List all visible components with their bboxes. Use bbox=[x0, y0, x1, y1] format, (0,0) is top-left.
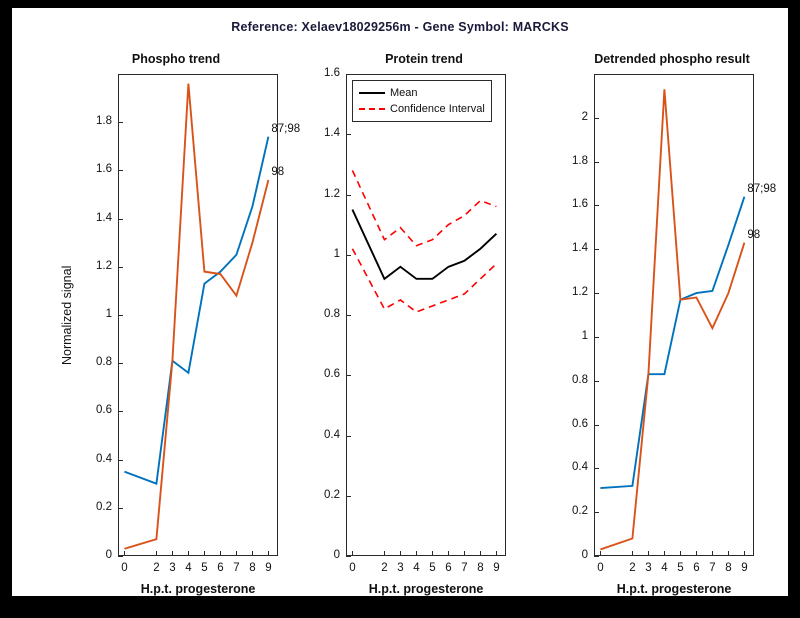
x-tick-label: 8 bbox=[725, 562, 732, 574]
y-tick-label: 0.2 bbox=[324, 488, 340, 501]
series-end-label: 87;98 bbox=[271, 122, 301, 135]
y-tick-label: 1.6 bbox=[324, 67, 340, 79]
chart-panel-detrended-phospho-result bbox=[548, 52, 796, 596]
legend[interactable] bbox=[352, 80, 492, 122]
x-axis-label: H.p.t. progesterone bbox=[616, 582, 732, 596]
x-tick-label: 7 bbox=[709, 562, 716, 574]
y-tick-label: 0.6 bbox=[96, 404, 112, 417]
legend-item[interactable] bbox=[359, 101, 485, 117]
x-tick-label: 5 bbox=[201, 562, 208, 574]
x-tick-label: 5 bbox=[677, 562, 684, 574]
y-tick-mark bbox=[346, 556, 351, 557]
y-tick-label: 0.4 bbox=[572, 461, 588, 474]
y-tick-label: 0.8 bbox=[324, 308, 340, 320]
x-tick-label: 7 bbox=[461, 562, 468, 574]
y-tick-label: 0.6 bbox=[324, 368, 340, 381]
x-tick-label: 0 bbox=[597, 562, 604, 574]
x-axis-label: H.p.t. progesterone bbox=[368, 582, 484, 596]
x-tick-label: 6 bbox=[445, 562, 452, 574]
x-tick-label: 4 bbox=[661, 562, 668, 574]
y-tick-mark bbox=[118, 556, 123, 557]
y-tick-label: 1 bbox=[581, 329, 588, 342]
x-tick-label: 9 bbox=[741, 562, 748, 574]
y-tick-label: 1.8 bbox=[572, 154, 588, 167]
y-tick-label: 1.2 bbox=[572, 286, 588, 299]
figure-canvas bbox=[12, 8, 788, 596]
x-tick-label: 3 bbox=[169, 562, 176, 574]
y-tick-label: 0 bbox=[333, 549, 340, 561]
legend-label: Confidence Interval bbox=[390, 103, 485, 115]
y-tick-label: 1.6 bbox=[96, 163, 112, 176]
panel-title: Protein trend bbox=[385, 52, 463, 66]
x-tick-label: 9 bbox=[265, 562, 272, 574]
x-tick-label: 2 bbox=[629, 562, 636, 574]
legend-label: Mean bbox=[390, 87, 418, 99]
data-series-line bbox=[352, 170, 496, 245]
legend-item[interactable] bbox=[359, 85, 485, 101]
x-tick-label: 6 bbox=[693, 562, 700, 574]
y-tick-label: 1.4 bbox=[96, 211, 112, 224]
y-tick-label: 1.8 bbox=[96, 115, 112, 128]
series-end-label: 98 bbox=[747, 228, 761, 241]
data-series-line bbox=[600, 197, 744, 488]
legend-swatch bbox=[359, 108, 385, 110]
series-end-label: 98 bbox=[271, 166, 285, 179]
x-tick-label: 2 bbox=[153, 562, 160, 574]
chart-panel-protein-trend bbox=[300, 52, 548, 596]
x-tick-label: 3 bbox=[645, 562, 652, 574]
y-tick-mark bbox=[594, 556, 599, 557]
chart-panel-phospho-trend bbox=[52, 52, 301, 596]
y-tick-label: 0.4 bbox=[324, 428, 340, 441]
x-tick-label: 7 bbox=[233, 562, 240, 574]
y-tick-label: 1.2 bbox=[324, 187, 340, 200]
y-tick-label: 1.4 bbox=[572, 242, 588, 255]
y-tick-label: 2 bbox=[581, 110, 588, 123]
x-tick-label: 3 bbox=[397, 562, 404, 574]
y-tick-label: 0 bbox=[581, 549, 588, 561]
x-axis-label: H.p.t. progesterone bbox=[140, 582, 256, 596]
data-series-line bbox=[352, 210, 496, 279]
x-tick-label: 5 bbox=[429, 562, 436, 574]
data-series-line bbox=[600, 89, 744, 549]
x-tick-label: 4 bbox=[413, 562, 420, 574]
x-tick-label: 4 bbox=[185, 562, 192, 574]
y-tick-label: 0.2 bbox=[96, 500, 112, 513]
series-end-label: 87;98 bbox=[747, 182, 777, 195]
y-tick-label: 0.4 bbox=[96, 452, 112, 465]
y-tick-label: 0.8 bbox=[572, 373, 588, 386]
x-tick-label: 9 bbox=[493, 562, 500, 574]
y-tick-label: 1.4 bbox=[324, 127, 340, 140]
series-layer bbox=[346, 74, 506, 556]
series-layer bbox=[118, 74, 278, 556]
x-tick-label: 8 bbox=[477, 562, 484, 574]
y-tick-label: 1.6 bbox=[572, 198, 588, 211]
y-tick-label: 0.6 bbox=[572, 417, 588, 430]
x-tick-label: 2 bbox=[381, 562, 388, 574]
x-tick-label: 0 bbox=[121, 562, 128, 574]
panel-title: Detrended phospho result bbox=[594, 52, 750, 66]
y-tick-label: 0.8 bbox=[96, 356, 112, 369]
figure-title: Reference: Xelaev18029256m - Gene Symbol: MARCKS bbox=[231, 20, 569, 34]
legend-swatch bbox=[359, 92, 385, 94]
x-tick-label: 8 bbox=[249, 562, 256, 574]
x-tick-label: 6 bbox=[217, 562, 224, 574]
y-tick-label: 1.2 bbox=[96, 259, 112, 272]
y-axis-label: Normalized signal bbox=[60, 265, 74, 365]
y-tick-label: 1 bbox=[333, 247, 340, 260]
y-tick-label: 0.2 bbox=[572, 505, 588, 518]
panel-title: Phospho trend bbox=[131, 52, 221, 66]
y-tick-label: 1 bbox=[105, 308, 112, 320]
x-tick-label: 0 bbox=[349, 562, 356, 574]
y-tick-label: 0 bbox=[105, 549, 112, 561]
series-layer bbox=[594, 74, 754, 556]
